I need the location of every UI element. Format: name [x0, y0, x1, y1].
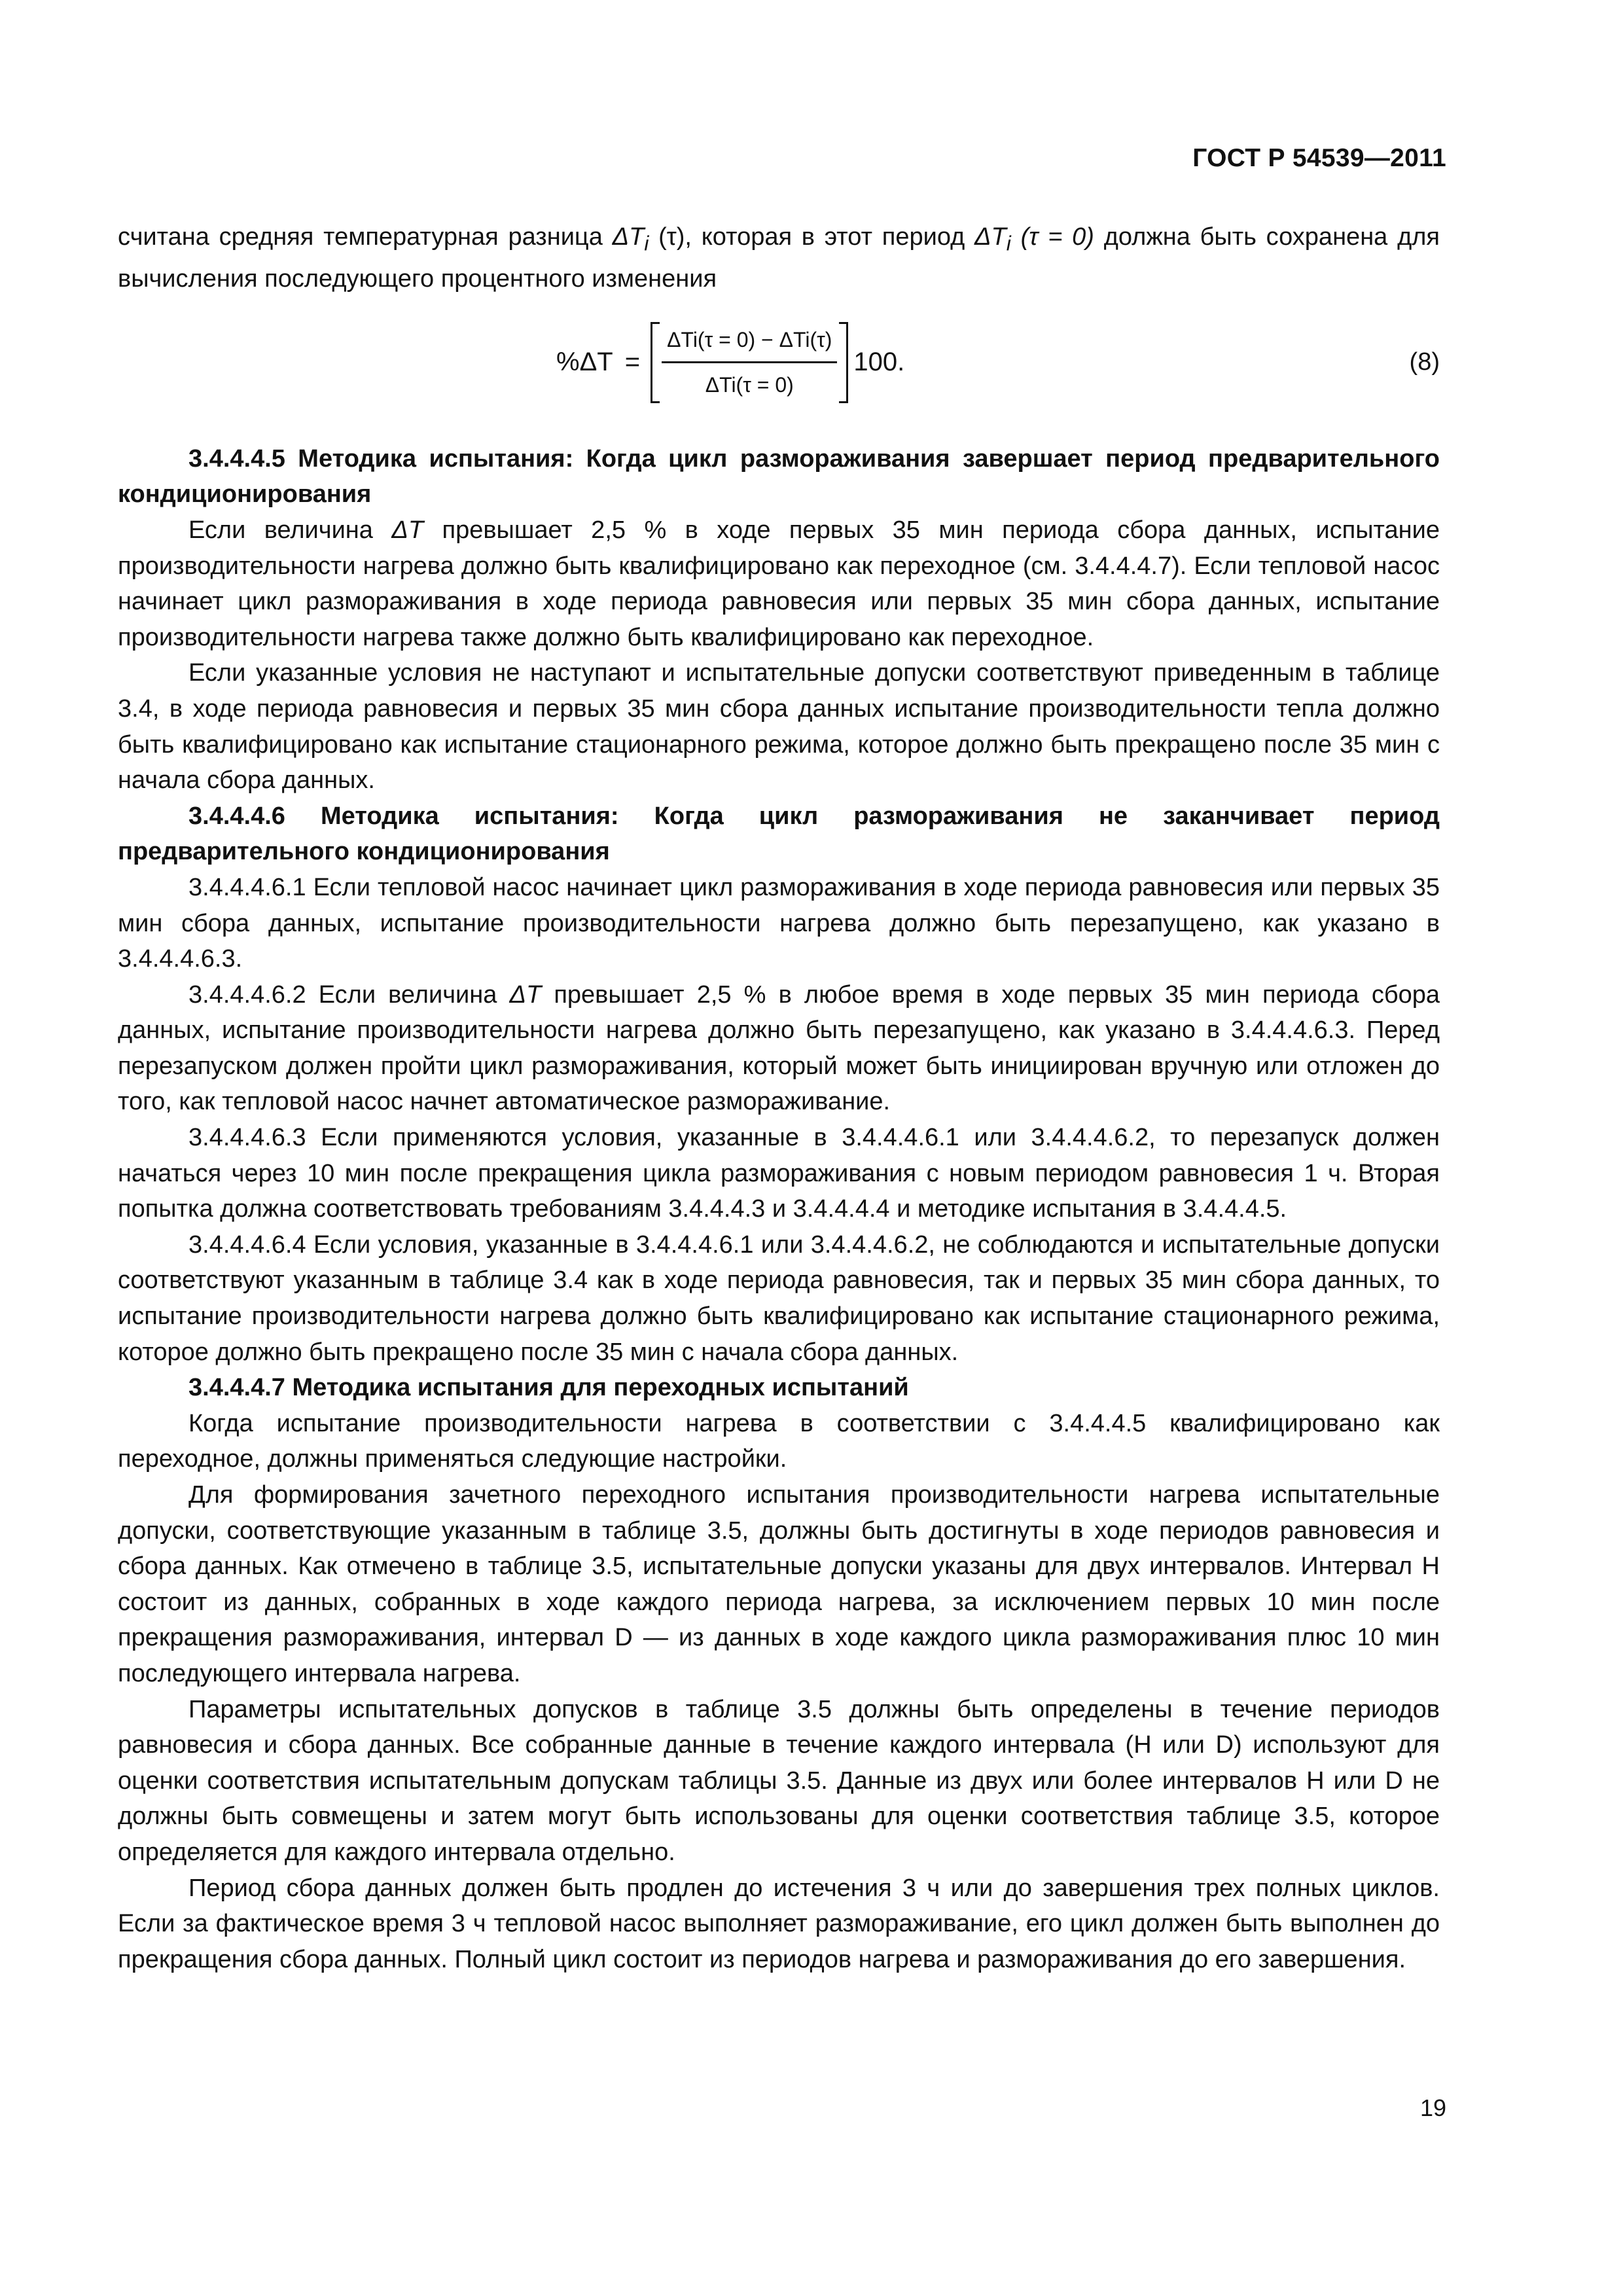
paragraph: 3.4.4.4.6.3 Если применяются условия, указанные в 3.4.4.4.6.1 или 3.4.4.4.6.2, то перезапуск должен начаться через 10 мин после прекращения цикла размораживания с новым периодом равновесия 1 ч. Вторая попытка должна соответствовать требованиям 3.4.4.4.3 и 3.4.4.4.4 и методике испытания в 3.4.4.4.5.	[118, 1124, 1440, 1223]
delta-t-symbol: ΔT	[391, 516, 424, 544]
paragraph: Если указанные условия не наступают и испытательные допуски соответствуют приведенным в таблице 3.4, в ходе периода равновесия и первых 35 мин сбора данных испытание производительности тепла должно быть квалифицировано как испытание стационарного режима, которое должно быть прекращено после 35 мин с начала сбора данных.	[118, 659, 1440, 795]
formula-denominator: ΔTi(τ = 0)	[705, 373, 794, 397]
formula-equals: =	[624, 348, 641, 377]
paragraph: Параметры испытательных допусков в таблице 3.5 должны быть определены в течение периодов равновесия и сбора данных. Все собранные данные в течение каждого интервала (H или D) используют для оценки соответствия испытательным допускам таблицы 3.5. Данные из двух или более интервалов H или D не должны быть совмещены и затем могут быть использованы для оценки соответствия таблице 3.5, которое определяется для каждого интервала отдельно.	[118, 1695, 1440, 1866]
intro-text-post: должна быть сохранена для вычисления последующего процентного изменения	[118, 223, 1440, 293]
delta-t-symbol: ΔT	[974, 223, 1007, 251]
section-heading-3-4-4-4-5: 3.4.4.4.5 Методика испытания: Когда цикл размораживания завершает период предварительного кондиционирования	[118, 444, 1440, 509]
document-header: ГОСТ Р 54539—2011	[1192, 144, 1446, 172]
formula-lhs: %ΔT	[556, 348, 613, 377]
subscript-i: i	[644, 231, 649, 255]
equation-number: (8)	[1409, 348, 1440, 376]
page-number: 19	[1419, 2094, 1446, 2121]
section-heading-3-4-4-4-6: 3.4.4.4.6 Методика испытания: Когда цикл размораживания не заканчивает период предварительного кондиционирования	[118, 802, 1440, 866]
formula-bracket	[651, 322, 848, 403]
paragraph-text: Если величина	[188, 516, 392, 544]
formula-multiplier: 100.	[853, 348, 905, 377]
section-heading-3-4-4-4-7: 3.4.4.4.7 Методика испытания для переходных испытаний	[188, 1374, 909, 1402]
paragraph: Для формирования зачетного переходного испытания производительности нагрева испытательные допуски, соответствующие указанным в таблице 3.5, должны быть достигнуты в ходе периодов равновесия и сбора данных. Как отмечено в таблице 3.5, испытательные допуски указаны для двух интервалов. Интервал H состоит из данных, собранных в ходе каждого периода нагрева, за исключением первых 10 мин после прекращения размораживания, интервал D — из данных в ходе каждого цикла размораживания плюс 10 мин последующего интервала нагрева.	[118, 1481, 1440, 1687]
paragraph	[118, 977, 1440, 1120]
intro-text-pre: считана средняя температурная разница	[118, 223, 613, 251]
paragraph	[118, 512, 1440, 655]
paragraph: Когда испытание производительности нагрева в соответствии с 3.4.4.4.5 квалифицировано как переходное, должны применяться следующие настройки.	[118, 1409, 1440, 1473]
intro-text-mid1: (τ), которая в этот период	[649, 223, 975, 251]
formula-fraction	[662, 322, 837, 403]
formula-8	[556, 306, 904, 419]
paragraph: Период сбора данных должен быть продлен до истечения 3 ч или до завершения трех полных циклов. Если за фактическое время 3 ч тепловой насос выполняет размораживание, его цикл должен быть выполнен до прекращения сбора данных. Полный цикл состоит из периодов нагрева и размораживания до его завершения.	[118, 1874, 1440, 1973]
paragraph-text: 3.4.4.4.6.2 Если величина	[188, 980, 510, 1009]
paragraph-text: превышает 2,5 % в любое время в ходе первых 35 мин периода сбора данных, испытание производительности нагрева должно быть перезапущено, как указано в 3.4.4.4.6.3. Перед перезапуском должен пройти цикл размораживания, который может быть инициирован вручную или отложен до того, как тепловой насос начнет автоматическое размораживание.	[118, 980, 1440, 1116]
paragraph-text: превышает 2,5 % в ходе первых 35 мин периода сбора данных, испытание производительности нагрева должно быть квалифицировано как переходное (см. 3.4.4.4.7). Если тепловой насос начинает цикл размораживания в ходе периода равновесия или первых 35 мин сбора данных, испытание производительности нагрева также должно быть квалифицировано как переходное.	[118, 516, 1440, 651]
intro-text-mid2: (τ = 0)	[1010, 223, 1094, 251]
formula-numerator: ΔTi(τ = 0) − ΔTi(τ)	[662, 322, 837, 364]
page-content	[118, 219, 1440, 1977]
delta-t-symbol: ΔT	[612, 223, 645, 251]
subscript-i: i	[1006, 231, 1011, 255]
paragraph: 3.4.4.4.6.4 Если условия, указанные в 3.4.4.4.6.1 или 3.4.4.4.6.2, не соблюдаются и испытательные допуски соответствуют указанным в таблице 3.4 как в ходе периода равновесия, так и первых 35 мин сбора данных, то испытание производительности нагрева должно быть квалифицировано как испытание стационарного режима, которое должно быть прекращено после 35 мин с начала сбора данных.	[118, 1230, 1440, 1366]
delta-t-symbol: ΔT	[509, 980, 542, 1009]
paragraph: 3.4.4.4.6.1 Если тепловой насос начинает цикл размораживания в ходе периода равновесия или первых 35 мин сбора данных, испытание производительности нагрева должно быть перезапущено, как указано в 3.4.4.4.6.3.	[118, 873, 1440, 973]
formula-block	[118, 306, 1440, 419]
intro-paragraph	[118, 219, 1440, 297]
